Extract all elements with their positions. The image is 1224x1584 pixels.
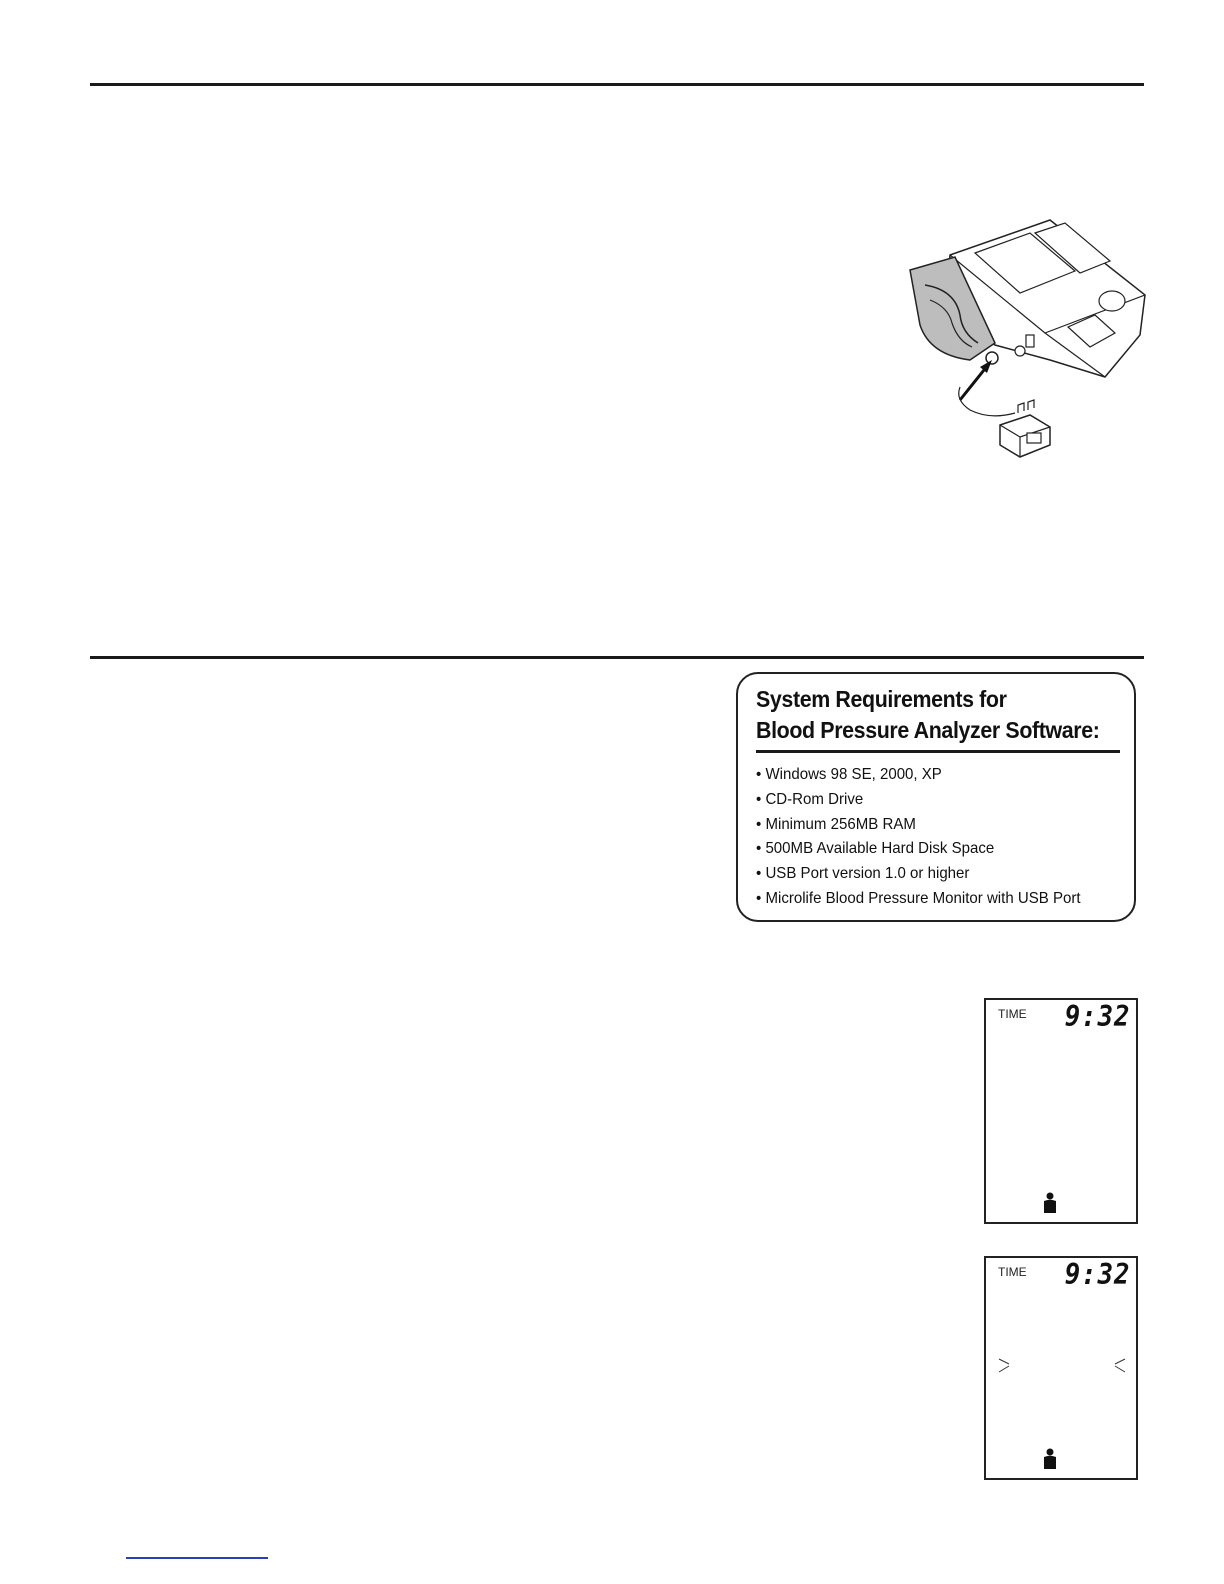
lcd-display-time-blinking — [984, 1256, 1138, 1480]
left-chevron-icon — [998, 1356, 1010, 1380]
system-requirements-box — [736, 672, 1136, 922]
requirement-item: • Windows 98 SE, 2000, XP — [756, 763, 1094, 788]
footer-link-underline[interactable] — [126, 1557, 268, 1559]
requirements-title-line1: System Requirements for — [756, 686, 1007, 712]
requirement-item: • 500MB Available Hard Disk Space — [756, 837, 1094, 862]
lcd-time-value: 9:32 — [1064, 1000, 1130, 1033]
right-chevron-icon — [1114, 1356, 1126, 1380]
requirements-list — [756, 763, 1116, 912]
user-person-icon — [1042, 1448, 1058, 1470]
requirement-item: • CD-Rom Drive — [756, 788, 1094, 813]
lcd-time-value: 9:32 — [1064, 1258, 1130, 1291]
requirement-item: • Microlife Blood Pressure Monitor with USB Port — [756, 887, 1094, 912]
user-person-icon — [1042, 1192, 1058, 1214]
requirements-title-line2: Blood Pressure Analyzer Software: — [756, 717, 1100, 743]
lcd-time-label: TIME — [998, 1007, 1027, 1021]
requirement-item: • USB Port version 1.0 or higher — [756, 862, 1094, 887]
section-divider-top — [90, 83, 1144, 86]
lcd-display-time-setting — [984, 998, 1138, 1224]
blood-pressure-monitor-illustration — [900, 215, 1150, 460]
lcd-time-label: TIME — [998, 1265, 1027, 1279]
requirements-title-underline — [756, 750, 1120, 753]
requirement-item: • Minimum 256MB RAM — [756, 813, 1094, 838]
section-divider-middle — [90, 656, 1144, 659]
